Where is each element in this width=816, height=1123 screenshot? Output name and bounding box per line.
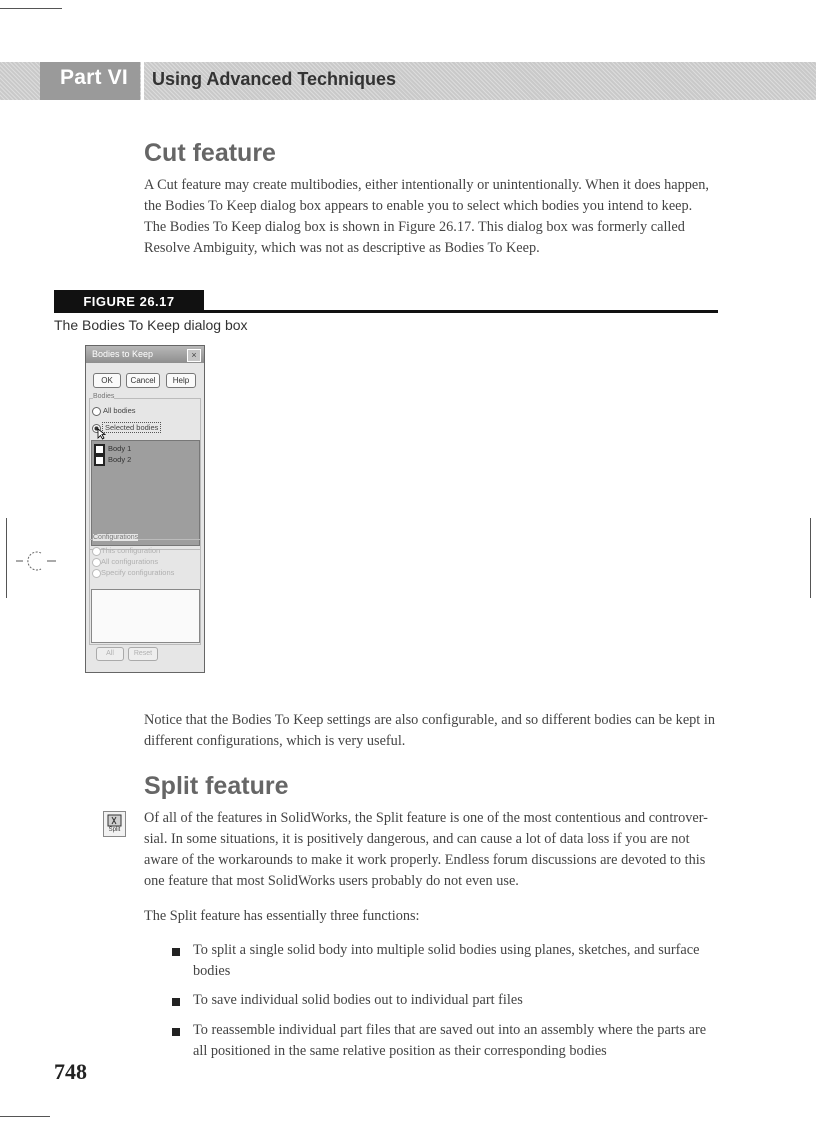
crop-mark [0,8,62,9]
config-option: All configurations [101,557,159,566]
paragraph-line: aware of the workarounds to make it work properly. Endless forum discussions are devoted to this [144,852,706,868]
paragraph-line: The Bodies To Keep dialog box is shown in Figure 26.17. This dialog box was formerly called [144,219,685,235]
bodies-list[interactable] [91,440,200,546]
cancel-button[interactable]: Cancel [126,373,160,388]
split-icon [107,814,122,827]
paragraph-line: Of all of the features in SolidWorks, the Split feature is one of the most contentious and controver- [144,810,708,826]
config-option: Specify configurations [101,568,175,577]
bullet-icon [172,998,180,1006]
paragraph-line: one feature that most SolidWorks users probably do not even use. [144,873,519,889]
split-feature-heading: Split feature [144,772,289,800]
figure-caption: The Bodies To Keep dialog box [54,317,248,333]
ok-button[interactable]: OK [93,373,121,388]
selected-bodies-label: Selected bodies [102,422,161,433]
config-radio[interactable] [92,569,101,578]
help-button[interactable]: Help [166,373,196,388]
bodies-to-keep-dialog [85,345,205,673]
paragraph-line: A Cut feature may create multibodies, either intentionally or unintentionally. When it does happen, [144,177,709,193]
all-bodies-radio[interactable] [92,407,101,416]
crop-mark [810,518,811,598]
bullet-icon [172,1028,180,1036]
configurations-list[interactable] [91,589,200,643]
paragraph-line: different configurations, which is very useful. [144,733,406,749]
bullet-line: bodies [193,963,231,979]
all-bodies-label: All bodies [103,406,136,415]
crop-mark [6,518,7,598]
header-divider [141,62,144,100]
bullet-icon [172,948,180,956]
paragraph-line: Resolve Ambiguity, which was not as descriptive as Bodies To Keep. [144,240,540,256]
figure-tag: FIGURE 26.17 [54,290,204,313]
paragraph-line: sial. In some situations, it is positively dangerous, and can cause a lot of data loss if you are not [144,831,690,847]
dialog-title-bar[interactable] [86,346,204,363]
body-checkbox[interactable] [94,444,105,455]
list-item: Body 2 [108,455,132,464]
crop-mark [0,1116,50,1117]
list-item: Body 1 [108,444,132,453]
split-icon-label: Split [108,827,121,833]
bullet-line: To reassemble individual part files that are saved out into an assembly where the parts are [193,1022,707,1038]
body-checkbox[interactable] [94,455,105,466]
close-icon[interactable]: × [187,349,201,362]
running-title: Using Advanced Techniques [152,69,397,89]
bodies-group-label: Bodies [93,393,115,400]
cut-feature-heading: Cut feature [144,139,276,167]
part-label: Part VI [60,66,128,89]
configurations-group-label: Configurations [93,534,139,541]
paragraph-line: The Split feature has essentially three functions: [144,908,420,924]
reset-button[interactable]: Reset [128,647,158,661]
mouse-cursor-icon [97,428,106,440]
dialog-title: Bodies to Keep [92,349,154,359]
registration-mark-icon [14,550,58,572]
split-feature-icon [103,811,126,837]
paragraph-line: Notice that the Bodies To Keep settings are also configurable, and so different bodies can be kept in [144,712,715,728]
config-radio[interactable] [92,547,101,556]
all-button[interactable]: All [96,647,124,661]
bullet-line: To split a single solid body into multiple solid bodies using planes, sketches, and surface [193,942,700,958]
config-option: This configuration [101,546,161,555]
paragraph-line: the Bodies To Keep dialog box appears to enable you to select which bodies you intend to keep. [144,198,693,214]
bullet-line: To save individual solid bodies out to individual part files [193,992,523,1008]
config-radio[interactable] [92,558,101,567]
page-number: 748 [54,1059,87,1084]
bullet-line: all positioned in the same relative position as their corresponding bodies [193,1043,607,1059]
